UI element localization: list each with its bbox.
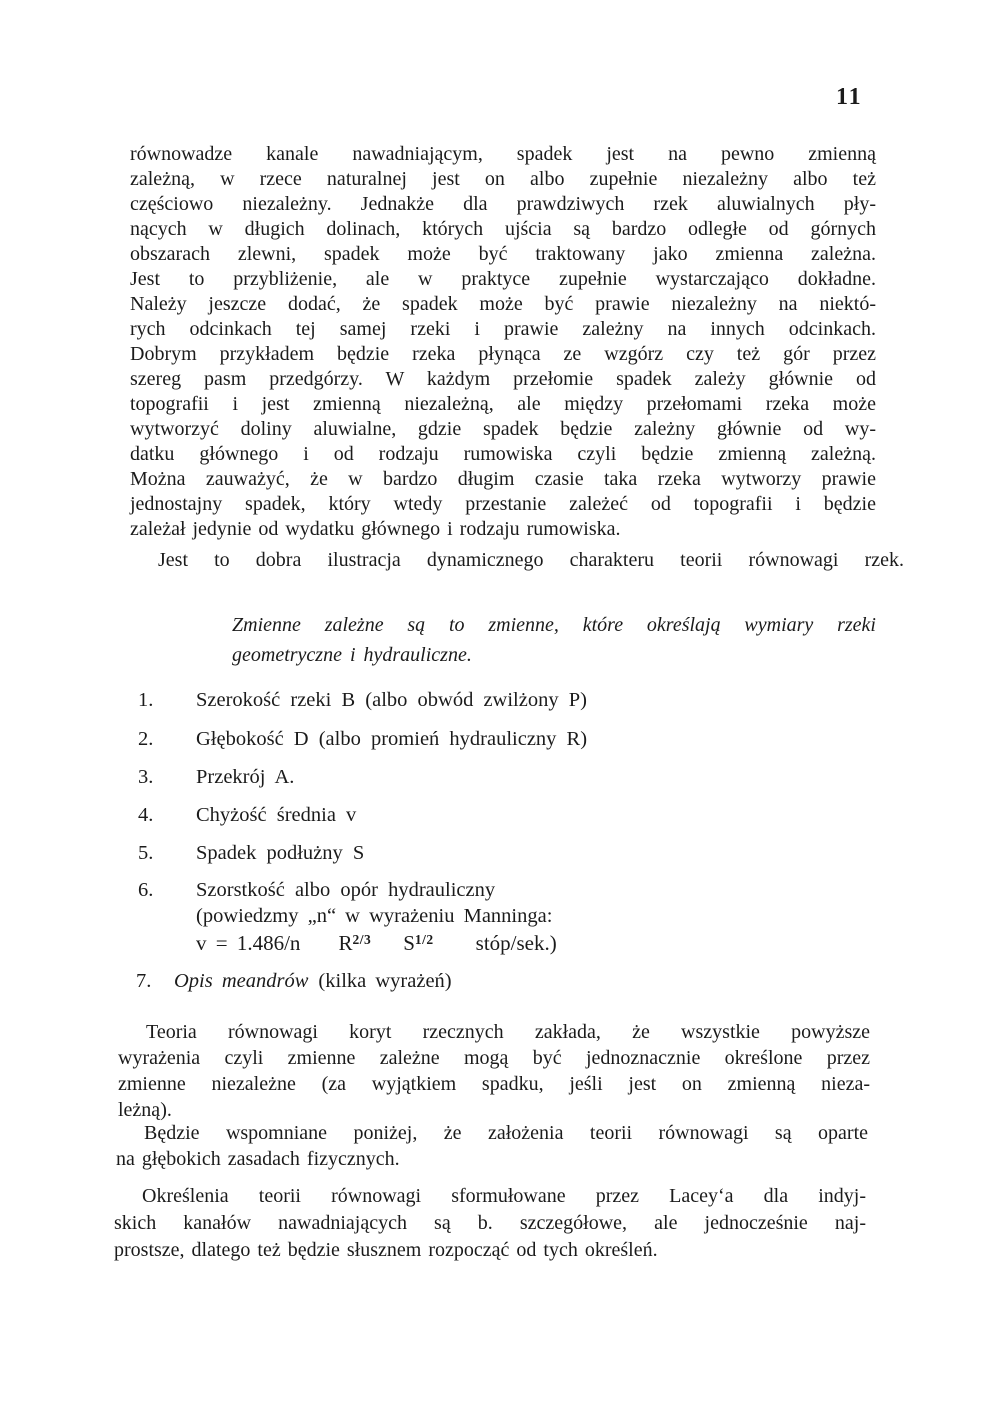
item7-title: Opis meandrów	[174, 970, 309, 992]
quote-line: Zmienne zależne są to zmienne, które określają wymiary rzeki	[232, 614, 876, 636]
list-item-number: 5.	[138, 842, 154, 864]
list-item-number: 1.	[138, 689, 154, 711]
list-item-text: Przekrój A.	[196, 766, 295, 788]
text-line: zależał jedynie od wydatku głównego i rodzaju rumowiska.	[130, 518, 621, 540]
text-line: jednostajny spadek, który wtedy przestanie zależeć od topografii i będzie	[130, 493, 876, 515]
formula-slope-term	[403, 927, 433, 956]
list-item-text: Spadek podłużny S	[196, 842, 365, 864]
list-item-number: 7.	[136, 970, 152, 992]
text-line: wytworzyć doliny aluwialne, gdzie spadek będzie zależny głównie od wy-	[130, 418, 876, 440]
paragraph-theory-assumption	[118, 1019, 870, 1123]
text-line: szereg pasm przedgórzy. W każdym przełomie spadek zależy głównie od	[130, 368, 876, 390]
list-item-number: 4.	[138, 804, 154, 826]
paragraph-physical-basis	[116, 1120, 868, 1172]
formula-units: stóp/sek.)	[475, 931, 557, 955]
formula-velocity-term: v = 1.486/n	[196, 931, 301, 955]
text-line: Dobrym przykładem będzie rzeka płynąca ze wzgórz czy też gór przez	[130, 343, 876, 365]
manning-formula	[196, 927, 876, 956]
list-item-cross-section	[138, 765, 878, 790]
text-line: obszarach zlewni, spadek może być traktowany jako zmienna zależna.	[130, 243, 876, 265]
text-line: zmienne niezależne (za wyjątkiem spadku, jeśli jest on zmienną nieza-	[118, 1073, 870, 1095]
text-line: datku głównego i od rodzaju rumowiska czyli będzie zmienną zależną.	[130, 443, 876, 465]
list-item-number: 2.	[138, 728, 154, 750]
formula-slope-base: S	[403, 931, 415, 955]
formula-radius-exponent: 2/3	[352, 932, 372, 947]
quote-line: geometryczne i hydrauliczne.	[232, 644, 472, 666]
text-line: zależną, w rzece naturalnej jest on albo zupełnie niezależny albo też	[130, 168, 876, 190]
list-item-slope	[138, 841, 878, 866]
list-item-depth	[138, 727, 878, 752]
definition-quote	[232, 610, 876, 670]
list-item-width	[138, 688, 878, 713]
text-line: Teoria równowagi koryt rzecznych zakłada, że wszystkie powyższe	[146, 1021, 870, 1043]
text-line: nących w długich dolinach, których ujścia są bardzo odległe od górnych	[130, 218, 876, 240]
list-item-text: Szorstkość albo opór hydrauliczny	[196, 879, 496, 901]
list-item-text: Chyżość średnia v	[196, 804, 357, 826]
text-line: skich kanałów nawadniających są b. szczegółowe, ale jednocześnie naj-	[114, 1212, 866, 1234]
text-line: Można zauważyć, że w bardzo długim czasie taka rzeka wytworzy prawie	[130, 468, 876, 490]
list-item-velocity	[138, 803, 878, 828]
text-line: prostsze, dlatego też będzie słusznem rozpocząć od tych określeń.	[114, 1239, 658, 1261]
text-line: Będzie wspomniane poniżej, że założenia teorii równowagi są oparte	[144, 1122, 868, 1144]
formula-radius-base: R	[338, 931, 353, 955]
list-item-number: 6.	[138, 879, 154, 901]
text-line: wyrażenia czyli zmienne zależne mogą być jednoznacznie określone przez	[118, 1047, 870, 1069]
page-number: 11	[836, 84, 863, 110]
paragraph-slope-discussion	[130, 142, 876, 542]
list-item-text: Głębokość D (albo promień hydrauliczny R)	[196, 728, 588, 750]
list-item-meanders	[136, 969, 880, 994]
paragraph-lacey-definitions	[114, 1183, 866, 1264]
text-line: topografii i jest zmienną niezależną, ale między przełomami rzeka może	[130, 393, 876, 415]
manning-note-line: (powiedzmy „n“ w wyrażeniu Manninga:	[196, 905, 553, 927]
formula-slope-exponent: 1/2	[414, 932, 434, 947]
text-line: równowadze kanale nawadniającym, spadek jest na pewno zmienną	[130, 143, 876, 165]
text-line: rych odcinkach tej samej rzeki i prawie zależny na innych odcinkach.	[130, 318, 876, 340]
text-line: na głębokich zasadach fizycznych.	[116, 1148, 400, 1170]
list-item-number: 3.	[138, 766, 154, 788]
text-line: leżną).	[118, 1099, 172, 1121]
text-line: Jest to przybliżenie, ale w praktyce zupełnie wystarczająco dokładne.	[130, 268, 876, 290]
paragraph-illustration: Jest to dobra ilustracja dynamicznego charakteru teorii równowagi rzek.	[158, 549, 904, 571]
list-item-text: Szerokość rzeki B (albo obwód zwilżony P)	[196, 689, 587, 711]
item7-note: (kilka wyrażeń)	[318, 970, 452, 992]
formula-radius-term	[338, 927, 371, 956]
list-item-roughness	[138, 878, 878, 903]
text-line: Określenia teorii równowagi sformułowane przez Lacey‘a dla indyj-	[142, 1185, 866, 1207]
text-line: Należy jeszcze dodać, że spadek może być prawie niezależny na niektó-	[130, 293, 876, 315]
text-line: częściowo niezależny. Jednakże dla prawdziwych rzek aluwialnych pły-	[130, 193, 876, 215]
